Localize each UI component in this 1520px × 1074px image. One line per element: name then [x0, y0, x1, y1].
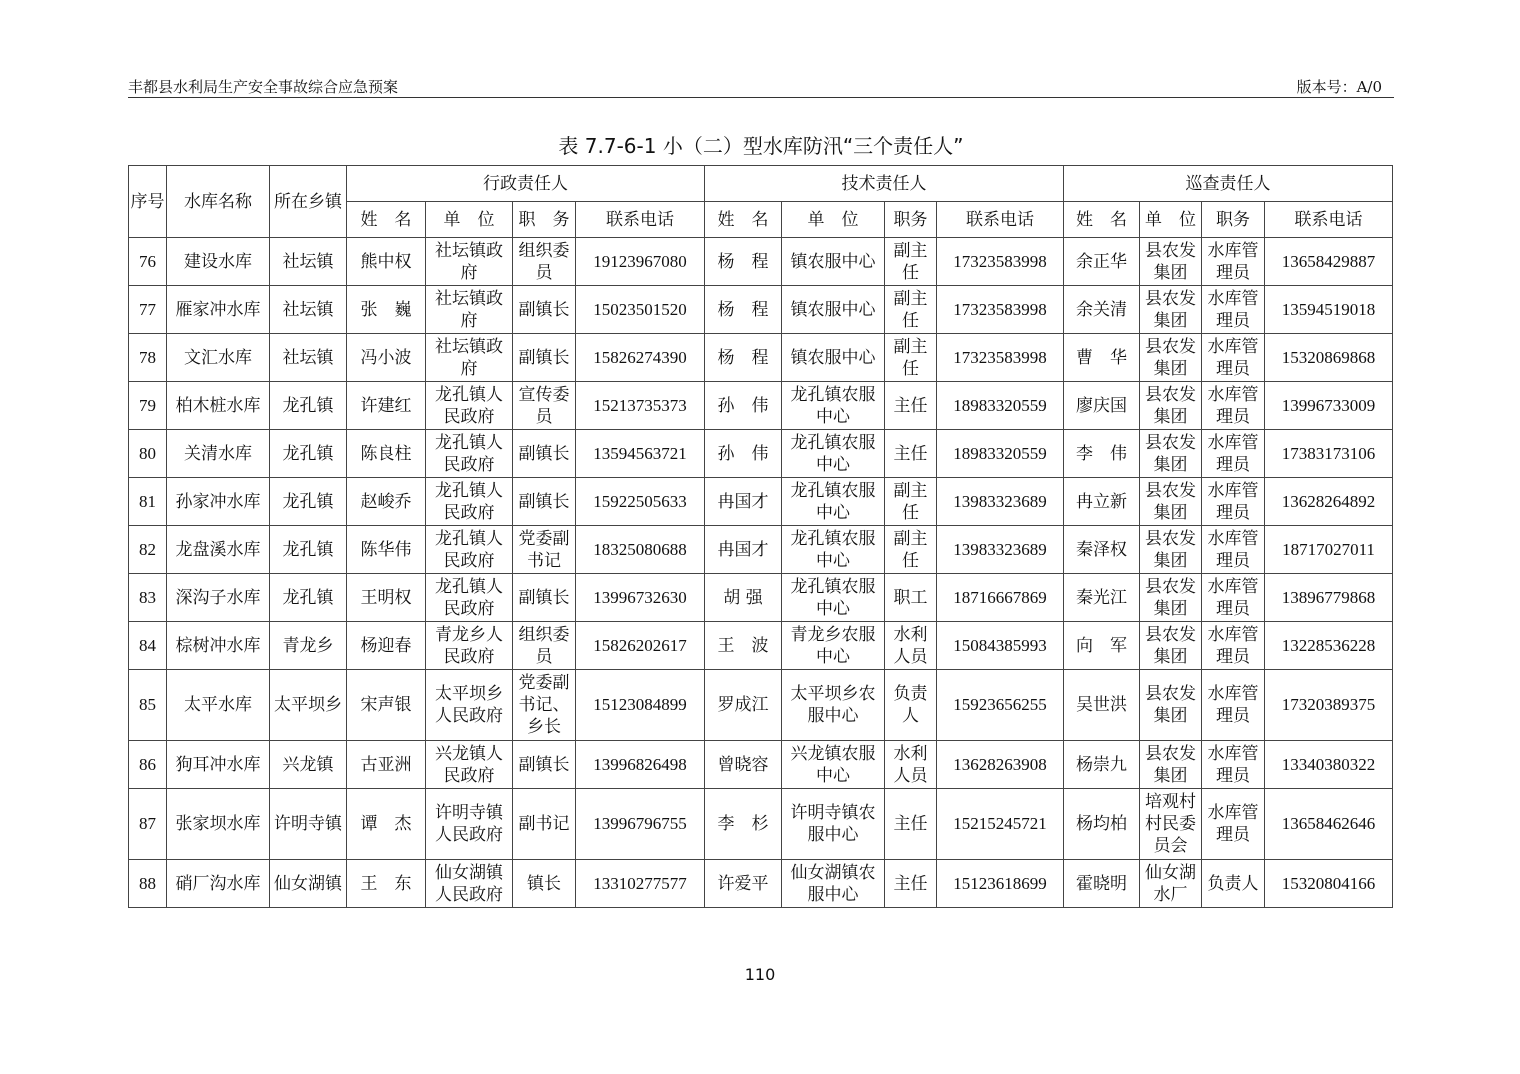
cell-admin-phone: 13594563721 [576, 430, 705, 478]
cell-admin-unit: 社坛镇政府 [426, 334, 513, 382]
cell-patrol-phone: 15320869868 [1265, 334, 1393, 382]
cell-patrol-name: 霍晓明 [1064, 860, 1140, 908]
cell-seq: 80 [129, 430, 167, 478]
cell-admin-name: 陈良柱 [347, 430, 426, 478]
cell-admin-name: 熊中权 [347, 238, 426, 286]
cell-admin-phone: 13310277577 [576, 860, 705, 908]
cell-town: 太平坝乡 [270, 670, 347, 741]
cell-tech-phone: 18716667869 [937, 574, 1064, 622]
cell-patrol-unit: 县农发集团 [1140, 526, 1202, 574]
table-row [129, 670, 1393, 741]
cell-tech-phone: 15215245721 [937, 789, 1064, 860]
cell-tech-phone: 13983323689 [937, 478, 1064, 526]
cell-admin-name: 赵峻乔 [347, 478, 426, 526]
cell-admin-name: 宋声银 [347, 670, 426, 741]
cell-tech-phone: 17323583998 [937, 238, 1064, 286]
cell-admin-phone: 15023501520 [576, 286, 705, 334]
cell-patrol-unit: 县农发集团 [1140, 286, 1202, 334]
cell-tech-unit: 龙孔镇农服中心 [782, 430, 885, 478]
cell-reservoir: 孙家冲水库 [167, 478, 270, 526]
cell-seq: 79 [129, 382, 167, 430]
cell-town: 龙孔镇 [270, 478, 347, 526]
cell-tech-title: 副主任 [885, 478, 937, 526]
cell-patrol-name: 吴世洪 [1064, 670, 1140, 741]
header-town: 所在乡镇 [270, 166, 347, 238]
cell-tech-name: 杨 程 [705, 238, 782, 286]
cell-patrol-title: 水库管理员 [1202, 334, 1265, 382]
cell-admin-unit: 仙女湖镇人民政府 [426, 860, 513, 908]
header-patrol-phone: 联系电话 [1265, 202, 1393, 238]
cell-admin-phone: 19123967080 [576, 238, 705, 286]
cell-admin-unit: 龙孔镇人民政府 [426, 526, 513, 574]
cell-reservoir: 棕树冲水库 [167, 622, 270, 670]
cell-tech-unit: 青龙乡农服中心 [782, 622, 885, 670]
cell-tech-unit: 龙孔镇农服中心 [782, 526, 885, 574]
cell-tech-phone: 18983320559 [937, 430, 1064, 478]
cell-seq: 87 [129, 789, 167, 860]
cell-admin-phone: 15826202617 [576, 622, 705, 670]
cell-seq: 86 [129, 741, 167, 789]
cell-admin-name: 陈华伟 [347, 526, 426, 574]
cell-seq: 76 [129, 238, 167, 286]
cell-seq: 78 [129, 334, 167, 382]
cell-admin-title: 组织委员 [513, 238, 576, 286]
header-patrol-title: 职务 [1202, 202, 1265, 238]
cell-reservoir: 柏木桩水库 [167, 382, 270, 430]
table-row [129, 334, 1393, 382]
table-row [129, 789, 1393, 860]
cell-patrol-title: 水库管理员 [1202, 741, 1265, 789]
cell-admin-phone: 13996826498 [576, 741, 705, 789]
cell-patrol-unit: 县农发集团 [1140, 238, 1202, 286]
cell-tech-title: 主任 [885, 382, 937, 430]
cell-admin-unit: 许明寺镇人民政府 [426, 789, 513, 860]
cell-patrol-name: 余关清 [1064, 286, 1140, 334]
cell-town: 龙孔镇 [270, 526, 347, 574]
cell-town: 社坛镇 [270, 286, 347, 334]
cell-town: 龙孔镇 [270, 382, 347, 430]
cell-tech-name: 孙 伟 [705, 430, 782, 478]
cell-admin-title: 副镇长 [513, 741, 576, 789]
cell-tech-name: 罗成江 [705, 670, 782, 741]
cell-tech-title: 水利人员 [885, 741, 937, 789]
header-tech-unit: 单 位 [782, 202, 885, 238]
cell-seq: 82 [129, 526, 167, 574]
cell-patrol-unit: 县农发集团 [1140, 670, 1202, 741]
cell-tech-name: 许爱平 [705, 860, 782, 908]
cell-admin-name: 杨迎春 [347, 622, 426, 670]
cell-tech-name: 冉国才 [705, 526, 782, 574]
cell-patrol-phone: 17320389375 [1265, 670, 1393, 741]
header-seq: 序号 [129, 166, 167, 238]
table-row [129, 574, 1393, 622]
header-admin-group: 行政责任人 [347, 166, 705, 202]
cell-patrol-phone: 13340380322 [1265, 741, 1393, 789]
header-admin-phone: 联系电话 [576, 202, 705, 238]
cell-tech-title: 副主任 [885, 334, 937, 382]
cell-patrol-title: 水库管理员 [1202, 789, 1265, 860]
cell-admin-unit: 社坛镇政府 [426, 286, 513, 334]
cell-patrol-title: 水库管理员 [1202, 430, 1265, 478]
cell-patrol-title: 水库管理员 [1202, 382, 1265, 430]
cell-admin-phone: 15213735373 [576, 382, 705, 430]
cell-tech-phone: 15923656255 [937, 670, 1064, 741]
page-header [128, 76, 1394, 98]
cell-seq: 84 [129, 622, 167, 670]
cell-admin-title: 副镇长 [513, 478, 576, 526]
cell-patrol-unit: 县农发集团 [1140, 478, 1202, 526]
cell-admin-unit: 兴龙镇人民政府 [426, 741, 513, 789]
cell-seq: 85 [129, 670, 167, 741]
cell-tech-name: 王 波 [705, 622, 782, 670]
cell-admin-name: 张 巍 [347, 286, 426, 334]
cell-town: 青龙乡 [270, 622, 347, 670]
cell-tech-title: 主任 [885, 860, 937, 908]
cell-tech-name: 胡 强 [705, 574, 782, 622]
cell-patrol-phone: 13628264892 [1265, 478, 1393, 526]
cell-admin-title: 党委副书记、乡长 [513, 670, 576, 741]
cell-seq: 81 [129, 478, 167, 526]
header-admin-name: 姓 名 [347, 202, 426, 238]
cell-reservoir: 太平水库 [167, 670, 270, 741]
cell-reservoir: 龙盘溪水库 [167, 526, 270, 574]
cell-patrol-phone: 13658462646 [1265, 789, 1393, 860]
header-tech-title: 职务 [885, 202, 937, 238]
cell-patrol-unit: 仙女湖水厂 [1140, 860, 1202, 908]
cell-admin-phone: 13996796755 [576, 789, 705, 860]
cell-seq: 88 [129, 860, 167, 908]
cell-admin-title: 副镇长 [513, 334, 576, 382]
cell-patrol-phone: 13658429887 [1265, 238, 1393, 286]
responsibility-table [128, 165, 1393, 908]
cell-admin-phone: 15123084899 [576, 670, 705, 741]
cell-patrol-title: 水库管理员 [1202, 478, 1265, 526]
cell-tech-title: 职工 [885, 574, 937, 622]
cell-tech-unit: 镇农服中心 [782, 238, 885, 286]
table-row [129, 382, 1393, 430]
header-admin-title: 职 务 [513, 202, 576, 238]
cell-tech-unit: 太平坝乡农服中心 [782, 670, 885, 741]
cell-patrol-phone: 15320804166 [1265, 860, 1393, 908]
cell-tech-unit: 镇农服中心 [782, 334, 885, 382]
cell-patrol-title: 水库管理员 [1202, 286, 1265, 334]
cell-town: 仙女湖镇 [270, 860, 347, 908]
table-body [129, 238, 1393, 908]
cell-tech-name: 冉国才 [705, 478, 782, 526]
cell-tech-title: 主任 [885, 430, 937, 478]
cell-tech-title: 水利人员 [885, 622, 937, 670]
cell-admin-phone: 13996732630 [576, 574, 705, 622]
header-tech-phone: 联系电话 [937, 202, 1064, 238]
table-row [129, 526, 1393, 574]
cell-patrol-title: 负责人 [1202, 860, 1265, 908]
cell-patrol-title: 水库管理员 [1202, 622, 1265, 670]
cell-admin-title: 副书记 [513, 789, 576, 860]
cell-seq: 77 [129, 286, 167, 334]
cell-admin-title: 副镇长 [513, 574, 576, 622]
table-row [129, 860, 1393, 908]
cell-patrol-phone: 13594519018 [1265, 286, 1393, 334]
cell-reservoir: 雁家冲水库 [167, 286, 270, 334]
cell-tech-name: 孙 伟 [705, 382, 782, 430]
cell-tech-name: 曾晓容 [705, 741, 782, 789]
cell-admin-title: 镇长 [513, 860, 576, 908]
cell-reservoir: 建设水库 [167, 238, 270, 286]
cell-tech-name: 杨 程 [705, 334, 782, 382]
cell-tech-name: 李 杉 [705, 789, 782, 860]
cell-patrol-name: 杨均柏 [1064, 789, 1140, 860]
cell-town: 社坛镇 [270, 238, 347, 286]
cell-town: 兴龙镇 [270, 741, 347, 789]
cell-admin-name: 许建红 [347, 382, 426, 430]
cell-admin-title: 副镇长 [513, 430, 576, 478]
table-row [129, 741, 1393, 789]
cell-patrol-name: 余正华 [1064, 238, 1140, 286]
cell-tech-title: 负责人 [885, 670, 937, 741]
cell-admin-unit: 青龙乡人民政府 [426, 622, 513, 670]
table-row [129, 430, 1393, 478]
cell-admin-unit: 龙孔镇人民政府 [426, 574, 513, 622]
table-caption: 表 7.7-6-1 小（二）型水库防汛“三个责任人” [558, 134, 964, 158]
cell-tech-title: 副主任 [885, 238, 937, 286]
cell-patrol-title: 水库管理员 [1202, 574, 1265, 622]
cell-admin-unit: 龙孔镇人民政府 [426, 478, 513, 526]
cell-tech-phone: 18983320559 [937, 382, 1064, 430]
header-tech-group: 技术责任人 [705, 166, 1064, 202]
cell-patrol-title: 水库管理员 [1202, 238, 1265, 286]
cell-patrol-name: 向 军 [1064, 622, 1140, 670]
cell-patrol-name: 廖庆国 [1064, 382, 1140, 430]
cell-tech-unit: 龙孔镇农服中心 [782, 574, 885, 622]
cell-patrol-unit: 县农发集团 [1140, 382, 1202, 430]
cell-reservoir: 关清水库 [167, 430, 270, 478]
header-patrol-unit: 单 位 [1140, 202, 1202, 238]
cell-tech-phone: 13628263908 [937, 741, 1064, 789]
version-number: 版本号：A/0 [1296, 78, 1382, 96]
cell-tech-unit: 龙孔镇农服中心 [782, 478, 885, 526]
cell-tech-phone: 15123618699 [937, 860, 1064, 908]
cell-admin-title: 宣传委员 [513, 382, 576, 430]
header-patrol-name: 姓 名 [1064, 202, 1140, 238]
table-row [129, 478, 1393, 526]
cell-tech-phone: 17323583998 [937, 286, 1064, 334]
cell-admin-title: 副镇长 [513, 286, 576, 334]
cell-patrol-name: 冉立新 [1064, 478, 1140, 526]
cell-admin-name: 谭 杰 [347, 789, 426, 860]
cell-patrol-unit: 县农发集团 [1140, 574, 1202, 622]
cell-town: 许明寺镇 [270, 789, 347, 860]
header-admin-unit: 单 位 [426, 202, 513, 238]
table-row [129, 286, 1393, 334]
cell-admin-title: 党委副书记 [513, 526, 576, 574]
cell-patrol-unit: 县农发集团 [1140, 334, 1202, 382]
cell-admin-name: 冯小波 [347, 334, 426, 382]
cell-patrol-unit: 县农发集团 [1140, 741, 1202, 789]
cell-patrol-name: 杨崇九 [1064, 741, 1140, 789]
cell-admin-phone: 18325080688 [576, 526, 705, 574]
cell-tech-title: 主任 [885, 789, 937, 860]
cell-tech-phone: 17323583998 [937, 334, 1064, 382]
cell-town: 社坛镇 [270, 334, 347, 382]
cell-patrol-name: 秦光江 [1064, 574, 1140, 622]
document-title: 丰都县水利局生产安全事故综合应急预案 [128, 78, 399, 96]
cell-tech-phone: 15084385993 [937, 622, 1064, 670]
cell-patrol-phone: 18717027011 [1265, 526, 1393, 574]
cell-seq: 83 [129, 574, 167, 622]
header-reservoir: 水库名称 [167, 166, 270, 238]
cell-admin-title: 组织委员 [513, 622, 576, 670]
cell-reservoir: 张家坝水库 [167, 789, 270, 860]
cell-town: 龙孔镇 [270, 430, 347, 478]
cell-tech-unit: 仙女湖镇农服中心 [782, 860, 885, 908]
table-row [129, 238, 1393, 286]
cell-tech-name: 杨 程 [705, 286, 782, 334]
header-tech-name: 姓 名 [705, 202, 782, 238]
cell-patrol-unit: 培观村村民委员会 [1140, 789, 1202, 860]
cell-patrol-title: 水库管理员 [1202, 670, 1265, 741]
cell-patrol-phone: 17383173106 [1265, 430, 1393, 478]
cell-admin-name: 王 东 [347, 860, 426, 908]
cell-admin-phone: 15922505633 [576, 478, 705, 526]
cell-patrol-phone: 13996733009 [1265, 382, 1393, 430]
cell-patrol-name: 李 伟 [1064, 430, 1140, 478]
table-header [129, 166, 1393, 238]
cell-patrol-unit: 县农发集团 [1140, 622, 1202, 670]
cell-admin-unit: 龙孔镇人民政府 [426, 430, 513, 478]
cell-admin-unit: 太平坝乡人民政府 [426, 670, 513, 741]
cell-reservoir: 硝厂沟水库 [167, 860, 270, 908]
cell-tech-phone: 13983323689 [937, 526, 1064, 574]
page-number: 110 [744, 965, 776, 984]
cell-tech-title: 副主任 [885, 286, 937, 334]
cell-admin-name: 古亚洲 [347, 741, 426, 789]
cell-reservoir: 文汇水库 [167, 334, 270, 382]
cell-patrol-phone: 13896779868 [1265, 574, 1393, 622]
cell-tech-unit: 许明寺镇农服中心 [782, 789, 885, 860]
cell-patrol-title: 水库管理员 [1202, 526, 1265, 574]
header-patrol-group: 巡查责任人 [1064, 166, 1393, 202]
cell-tech-unit: 镇农服中心 [782, 286, 885, 334]
cell-admin-phone: 15826274390 [576, 334, 705, 382]
cell-admin-unit: 社坛镇政府 [426, 238, 513, 286]
cell-town: 龙孔镇 [270, 574, 347, 622]
cell-reservoir: 狗耳冲水库 [167, 741, 270, 789]
cell-patrol-name: 曹 华 [1064, 334, 1140, 382]
cell-tech-unit: 兴龙镇农服中心 [782, 741, 885, 789]
table-row [129, 622, 1393, 670]
cell-patrol-phone: 13228536228 [1265, 622, 1393, 670]
cell-reservoir: 深沟子水库 [167, 574, 270, 622]
cell-admin-name: 王明权 [347, 574, 426, 622]
cell-tech-unit: 龙孔镇农服中心 [782, 382, 885, 430]
cell-admin-unit: 龙孔镇人民政府 [426, 382, 513, 430]
cell-patrol-name: 秦泽权 [1064, 526, 1140, 574]
cell-patrol-unit: 县农发集团 [1140, 430, 1202, 478]
cell-tech-title: 副主任 [885, 526, 937, 574]
